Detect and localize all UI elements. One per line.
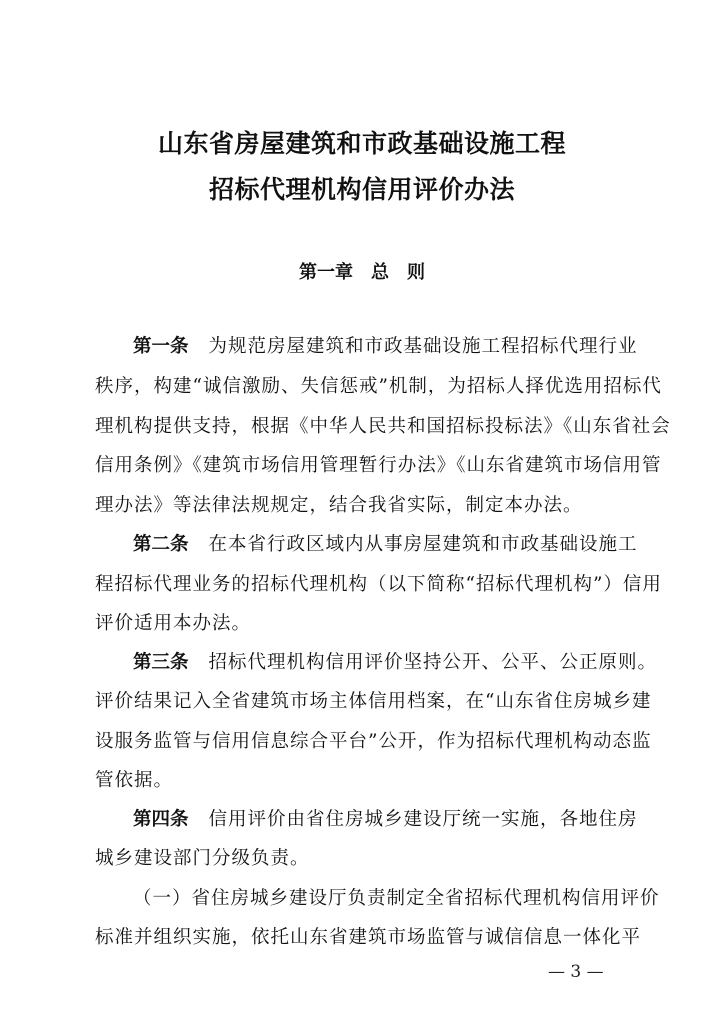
article-1-line-4: 信用条例》《建筑市场信用管理暂行办法》《山东省建筑市场信用管 bbox=[95, 455, 662, 476]
article-2-line-1 bbox=[95, 532, 638, 558]
article-3-line-2: 评价结果记入全省建筑市场主体信用档案，在“山东省住房城乡建 bbox=[95, 691, 652, 712]
article-3-line-1 bbox=[95, 650, 658, 676]
article-4-line-2: 城乡建设部门分级负责。 bbox=[95, 848, 310, 869]
document-title-line-2: 招标代理机构信用评价办法 bbox=[208, 175, 515, 204]
article-3-line-4: 管依据。 bbox=[95, 770, 174, 791]
article-3-text-1: 招标代理机构信用评价坚持公开、公平、公正原则。 bbox=[208, 652, 658, 673]
article-4-label: 第四条 bbox=[133, 809, 189, 830]
article-4-line-1 bbox=[95, 807, 638, 833]
article-2-line-2: 程招标代理业务的招标代理机构（以下简称“招标代理机构”）信用 bbox=[95, 574, 662, 595]
article-1-line-2: 秩序，构建“诚信激励、失信惩戒”机制，为招标人择优选用招标代 bbox=[95, 376, 662, 397]
chapter-heading: 第一章 总 则 bbox=[299, 262, 425, 283]
document-title-line-1: 山东省房屋建筑和市政基础设施工程 bbox=[157, 129, 566, 158]
article-1-line-5: 理办法》等法律法规规定，结合我省实际，制定本办法。 bbox=[95, 495, 583, 516]
article-1-label: 第一条 bbox=[133, 336, 189, 357]
article-3-label: 第三条 bbox=[133, 652, 189, 673]
article-3-line-3: 设服务监管与信用信息综合平台”公开，作为招标代理机构动态监 bbox=[95, 731, 652, 752]
article-1-line-1 bbox=[95, 334, 638, 360]
page-number: — 3 — bbox=[548, 962, 604, 982]
article-2-label: 第二条 bbox=[133, 534, 189, 555]
clause-1-line-2: 标准并组织实施，依托山东省建筑市场监管与诚信信息一体化平 bbox=[95, 927, 642, 948]
article-4-text-1: 信用评价由省住房城乡建设厅统一实施，各地住房 bbox=[208, 809, 638, 830]
article-1-line-3: 理机构提供支持，根据《中华人民共和国招标投标法》《山东省社会 bbox=[95, 416, 671, 437]
article-2-line-3: 评价适用本办法。 bbox=[95, 613, 252, 634]
article-1-text-1: 为规范房屋建筑和市政基础设施工程招标代理行业 bbox=[208, 336, 638, 357]
clause-1-line-1: （一）省住房城乡建设厅负责制定全省招标代理机构信用评价 bbox=[133, 888, 660, 909]
article-2-text-1: 在本省行政区域内从事房屋建筑和市政基础设施工 bbox=[208, 534, 638, 555]
